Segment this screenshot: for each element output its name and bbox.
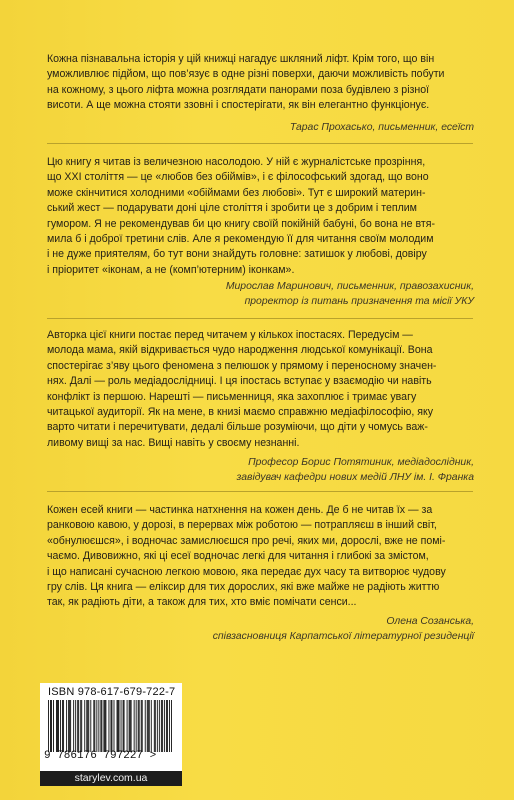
barcode-bar [88,700,89,752]
review-line: ський жест — подарувати доні ціле століття і зробити це з добрим і теплим [47,202,417,215]
review-line: спостерігає з’яву цього феномена з пелюшок у прямому і переносному значен- [47,359,437,372]
review-4-text [47,503,473,611]
barcode-bar [87,700,88,752]
review-line: гумором. Я не рекомендував би цю книгу своїй покійній бабуні, бо вона не втя- [47,217,435,230]
author-line: проректор із питань призначення та місії УКУ [244,296,474,307]
barcode-bar [142,700,143,752]
barcode-bar [131,700,132,752]
barcode-bar [63,700,64,752]
review-3-text [47,328,473,451]
barcode-bar [151,700,152,752]
barcode-bar [147,700,148,752]
barcode-bar [139,700,140,752]
divider [47,491,473,492]
review-1-author [44,120,474,135]
divider [47,318,473,319]
barcode-bar [171,700,172,752]
review-line: так, як радіють діти, а також для тих, хто вміє помічати сенси... [47,596,357,609]
review-line: що XXI століття — це «любов без обіймів», і є філософський здогад, що воно [47,171,429,184]
review-line: молода мама, якій відкривається чудо народження людської комунікації. Вона [47,344,433,357]
review-line: читацької аудиторії. Як на мене, в книзі маємо справжню медіафілософію, яку [47,406,434,419]
barcode-bar [48,700,49,752]
barcode-bar [84,700,85,752]
barcode-bar [129,700,130,752]
barcode-bar [119,700,120,752]
barcode-bar [90,700,91,752]
divider [47,143,473,144]
review-line: Авторка цієї книги постає перед читачем у кількох іпостасях. Передусім — [47,329,413,341]
review-line: нях. Далі — роль медіадослідниці. І ця іпостась вступає у взаємодію чи навіть [47,375,432,388]
barcode-bar [103,700,104,752]
barcode-digits: 9 786176 797227 > [44,750,157,762]
review-line: мила б і доброї третини слів. Але я рекомендую її для читання своїм молодим [47,233,434,246]
barcode-bar [112,700,113,752]
barcode-bar [96,700,97,752]
barcode-bar [159,700,160,752]
barcode-bar [70,700,71,752]
review-2-author [44,279,474,309]
barcode-bar [154,700,155,752]
barcode-bar [108,700,109,752]
barcode-bar [127,700,128,752]
barcode-bar [81,700,82,752]
barcode-bar [130,700,131,752]
barcode-bar [169,700,170,752]
barcode-bar [121,700,122,752]
barcode-bar [53,700,54,752]
review-line: варто читати і перечитувати, дедалі більше розуміючи, що діти у чомусь важ- [47,421,428,434]
barcode-bar [50,700,51,752]
barcode-bar [134,700,135,752]
review-line: уможливлює підйом, що пов’язує в одне різні поверхи, даючи можливість побути [47,68,445,81]
barcode-bar [80,700,81,752]
barcode-bar [100,700,101,752]
barcode-bar [75,700,76,752]
barcode-bar [136,700,137,752]
barcode-bar [155,700,156,752]
barcode-bar [167,700,168,752]
barcode-bar [94,700,95,752]
barcode-bar [60,700,61,752]
review-4-author [44,614,474,644]
barcode-bar [104,700,105,752]
barcode-bar [164,700,165,752]
barcode-bar [86,700,87,752]
barcode-bar [138,700,139,752]
isbn-text: ISBN 978-617-679-722-7 [48,686,176,698]
review-line: ранковою кавою, у дорозі, в перервах між роботою — потрапляєш в інший світ, [47,519,437,532]
author-line: Професор Борис Потятиник, медіадослідник, [248,457,474,468]
review-line: і що написані сучасною легкою мовою, яка передає дух часу та витворює чудову [47,565,446,578]
barcode-bar [57,700,58,752]
review-line: висоти. А ще можна стояти ззовні і спостерігати, як він елегантно функціонує. [47,99,430,112]
review-line: «обнулюєшся», і водночас замислюєшся про речі, яких ми, дорослі, вже не помі- [47,534,446,547]
review-line: гру слів. Ця книга — еліксир для тих дорослих, які вже майже не радіють життю [47,581,440,594]
barcode-bar [161,700,162,752]
review-line: і не дуже приятелям, бо тут вони знайдуть головне: затишок у любові, довіру [47,248,427,261]
review-line: Кожна пізнавальна історія у цій книжці нагадує шкляний ліфт. Крім того, що він [47,53,435,65]
barcode-bar [105,700,106,752]
author-line: Олена Созанська, [386,616,474,627]
barcode-bar [77,700,78,752]
review-line: Кожен есей книги — частинка натхнення на кожен день. Де б не читав їх — за [47,504,433,516]
barcode-bar [145,700,146,752]
review-line: ливому вищі за нас. Вищі навіть у своєму незнанні. [47,436,300,449]
review-line: чаємо. Дивовижно, які ці есеї водночас легкі для читання і глибокі за змістом, [47,550,429,563]
barcode-bar [93,700,94,752]
barcode-bar [111,700,112,752]
author-line: співзасновниця Карпатської літературної резиденції [212,631,474,642]
review-line: конфлікт із першою. Нарешті — письменниця, яка захоплює і тримає увагу [47,390,417,403]
author-line: Тарас Прохасько, письменник, есеїст [289,122,474,133]
review-line: і пріоритет «іконам, а не (комп’ютерним) іконкам». [47,263,295,276]
barcode-bar [51,700,52,752]
barcode-bar [123,700,124,752]
author-line: завідувач кафедри нових медій ЛНУ ім. І. Франка [236,472,474,483]
barcode-bar [149,700,150,752]
barcode-bar [69,700,70,752]
barcode-bar [78,700,79,752]
barcode-bar [98,700,99,752]
author-line: Мирослав Маринович, письменник, правозахисник, [225,281,474,292]
barcode-bar [162,700,163,752]
barcode-bar [56,700,57,752]
barcode-bar [68,700,69,752]
barcode-bar [141,700,142,752]
barcode-bar [118,700,119,752]
review-1-text [47,52,473,114]
barcode-bar [58,700,59,752]
barcode-bar [62,700,63,752]
review-line: Цю книгу я читав із величезною насолодою. У ній є журналістське прозріння, [47,156,426,168]
barcode-bar [148,700,149,752]
barcode-bar [66,700,67,752]
barcode-bar [114,700,115,752]
barcode-bar [157,700,158,752]
review-line: може скінчитися холодними «обіймами без любові». Тут є широкий материн- [47,186,426,199]
review-line: на кожному, з цього ліфта можна розглядати панорами поза будівлею з різної [47,83,430,96]
barcode-bar [101,700,102,752]
barcode-bar [117,700,118,752]
barcode-bar [124,700,125,752]
barcode-bars [48,700,172,752]
barcode-bar [166,700,167,752]
review-2-text [47,155,473,278]
publisher-website: starylev.com.ua [40,771,182,786]
review-3-author [44,455,474,485]
barcode-bar [73,700,74,752]
